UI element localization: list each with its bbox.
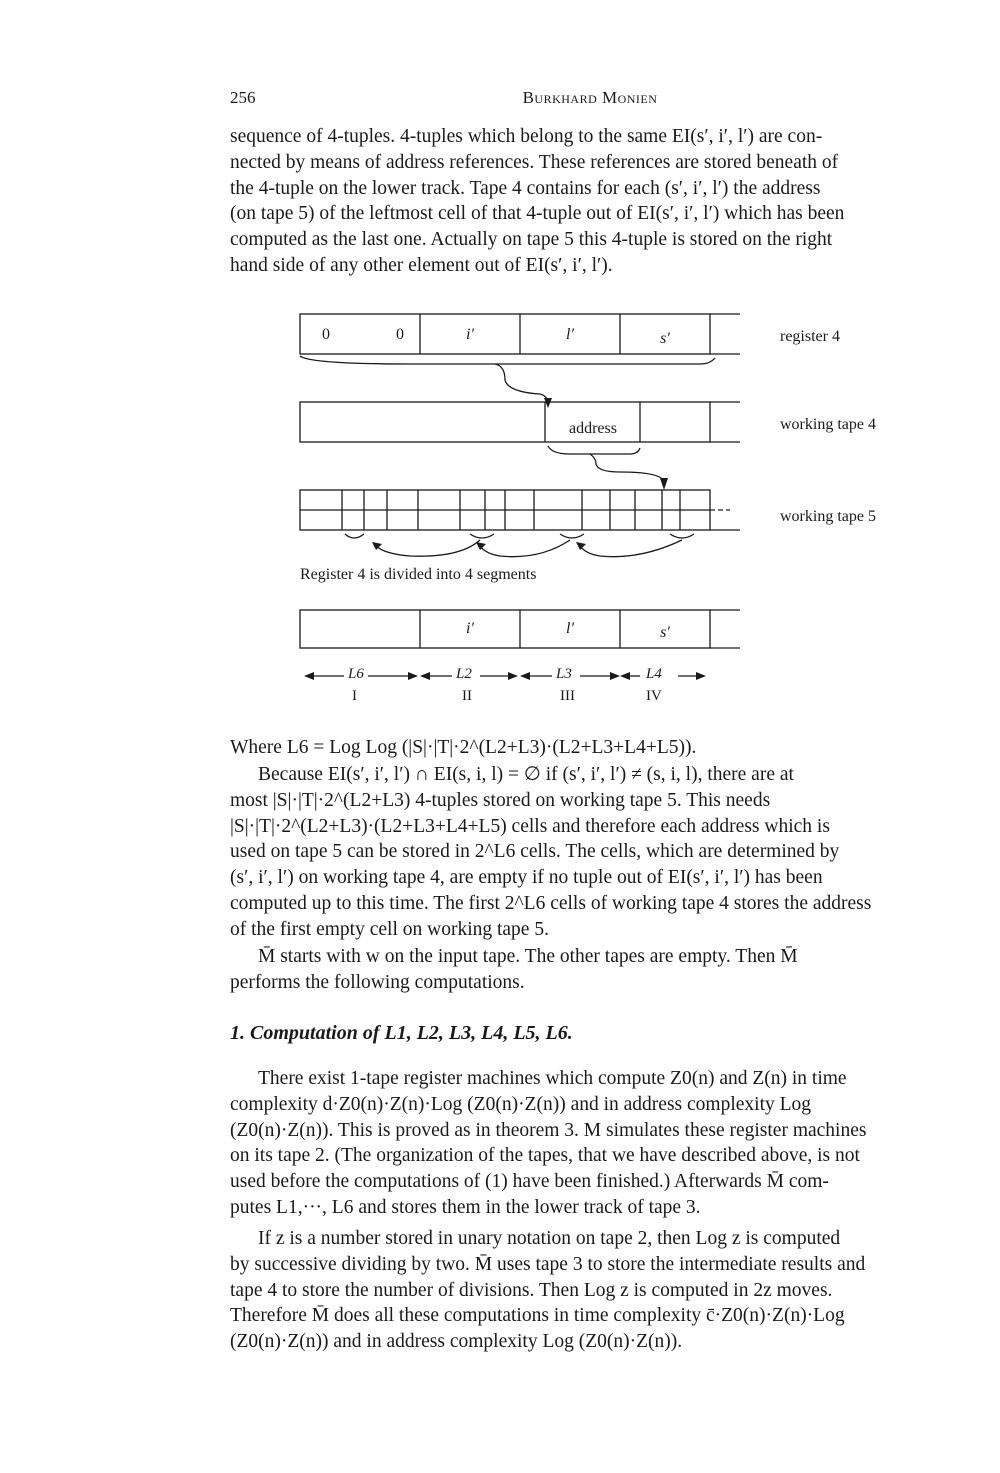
register-cell: l′ — [566, 326, 574, 343]
segment-cell: i′ — [466, 620, 474, 637]
segment-length: L3 — [556, 666, 572, 682]
text-line: (Z0(n)·Z(n)). This is proved as in theorem 3. M simulates these register machines — [230, 1119, 867, 1141]
text-line: putes L1,···, L6 and stores them in the lower track of tape 3. — [230, 1196, 701, 1218]
page-header — [230, 88, 950, 112]
working-tape-4-box — [300, 402, 710, 442]
divided-register-box — [300, 610, 710, 648]
figure-caption: Register 4 is divided into 4 segments — [300, 566, 537, 583]
page-number: 256 — [230, 88, 256, 107]
text-line: |S|·|T|·2^(L2+L3)·(L2+L3+L4+L5) cells and therefore each address which is — [230, 815, 830, 837]
text-line: There exist 1-tape register machines which compute Z0(n) and Z(n) in time — [258, 1068, 847, 1089]
text-line: M̄ starts with w on the input tape. The other tapes are empty. Then M̄ — [258, 946, 798, 967]
text-line: Therefore M̄ does all these computations in time complexity c̄·Z0(n)·Z(n)·Log — [230, 1305, 845, 1327]
address-cell: address — [569, 420, 617, 437]
text-line: most |S|·|T|·2^(L2+L3) 4-tuples stored on working tape 5. This needs — [230, 789, 771, 811]
tape-diagram — [290, 310, 950, 720]
text-line: Where L6 = Log Log (|S|·|T|·2^(L2+L3)·(L2+L3+L4+L5)). — [230, 737, 697, 758]
text-line: used before the computations of (1) have been finished.) Afterwards M̄ com- — [230, 1171, 829, 1193]
segment-numeral: I — [352, 688, 357, 704]
working-tape-5-label: working tape 5 — [780, 508, 876, 525]
text-line: of the first empty cell on working tape 5. — [230, 918, 549, 940]
equation-where-l6 — [230, 735, 950, 761]
section-heading: 1. Computation of L1, L2, L3, L4, L5, L6. — [230, 1022, 573, 1044]
paragraph-register-machines — [230, 1066, 950, 1221]
text-line: on its tape 2. (The organization of the tapes, that we have described above, is not — [230, 1145, 860, 1167]
register-cell: s′ — [660, 330, 670, 347]
segment-cell: s′ — [660, 624, 670, 641]
text-line: (Z0(n)·Z(n)) and in address complexity Log (Z0(n)·Z(n)). — [230, 1331, 683, 1353]
paragraph-tuples — [230, 124, 950, 279]
segment-cell: l′ — [566, 620, 574, 637]
register-4-box — [300, 314, 710, 354]
register-cell: 0 — [396, 326, 404, 343]
text-line: the 4-tuple on the lower track. Tape 4 contains for each (s′, i′, l′) the address — [230, 177, 821, 199]
segment-length: L4 — [646, 666, 662, 682]
text-line: used on tape 5 can be stored in 2^L6 cells. The cells, which are determined by — [230, 841, 840, 863]
running-head: Burkhard Monien — [522, 88, 658, 107]
text-line: computed up to this time. The first 2^L6 cells of working tape 4 stores the address — [230, 892, 872, 914]
text-line: computed as the last one. Actually on tape 5 this 4-tuple is stored on the right — [230, 229, 833, 251]
register-cell: 0 — [322, 326, 330, 343]
paragraph-m-starts — [230, 944, 950, 996]
paragraph-log-z — [230, 1226, 950, 1355]
register-cell: i′ — [466, 326, 474, 343]
text-line: (s′, i′, l′) on working tape 4, are empty if no tuple out of EI(s′, i′, l′) has been — [230, 867, 823, 889]
text-line: by successive dividing by two. M̄ uses tape 3 to store the intermediate results and — [230, 1253, 866, 1275]
text-line: sequence of 4-tuples. 4-tuples which belong to the same EI(s′, i′, l′) are con- — [230, 126, 823, 147]
paragraph-because — [230, 762, 950, 943]
text-line: performs the following computations. — [230, 971, 525, 993]
text-line: tape 4 to store the number of divisions. Then Log z is computed in 2z moves. — [230, 1279, 833, 1301]
segment-numeral: III — [560, 688, 575, 704]
segment-length: L2 — [456, 666, 472, 682]
text-line: Because EI(s′, i′, l′) ∩ EI(s, i, l) = ∅ if (s′, i′, l′) ≠ (s, i, l), there are at — [258, 764, 794, 785]
register-4-label: register 4 — [780, 328, 840, 345]
text-line: (on tape 5) of the leftmost cell of that 4-tuple out of EI(s′, i′, l′) which has been — [230, 203, 845, 225]
text-line: hand side of any other element out of EI(s′, i′, l′). — [230, 254, 613, 276]
text-line: If z is a number stored in unary notation on tape 2, then Log z is computed — [258, 1228, 841, 1249]
text-line: complexity d·Z0(n)·Z(n)·Log (Z0(n)·Z(n)) and in address complexity Log — [230, 1093, 812, 1115]
segment-numeral: II — [462, 688, 472, 704]
segment-numeral: IV — [646, 688, 662, 704]
working-tape-4-label: working tape 4 — [780, 416, 876, 433]
segment-length: L6 — [348, 666, 364, 682]
text-line: nected by means of address references. These references are stored beneath of — [230, 151, 839, 173]
